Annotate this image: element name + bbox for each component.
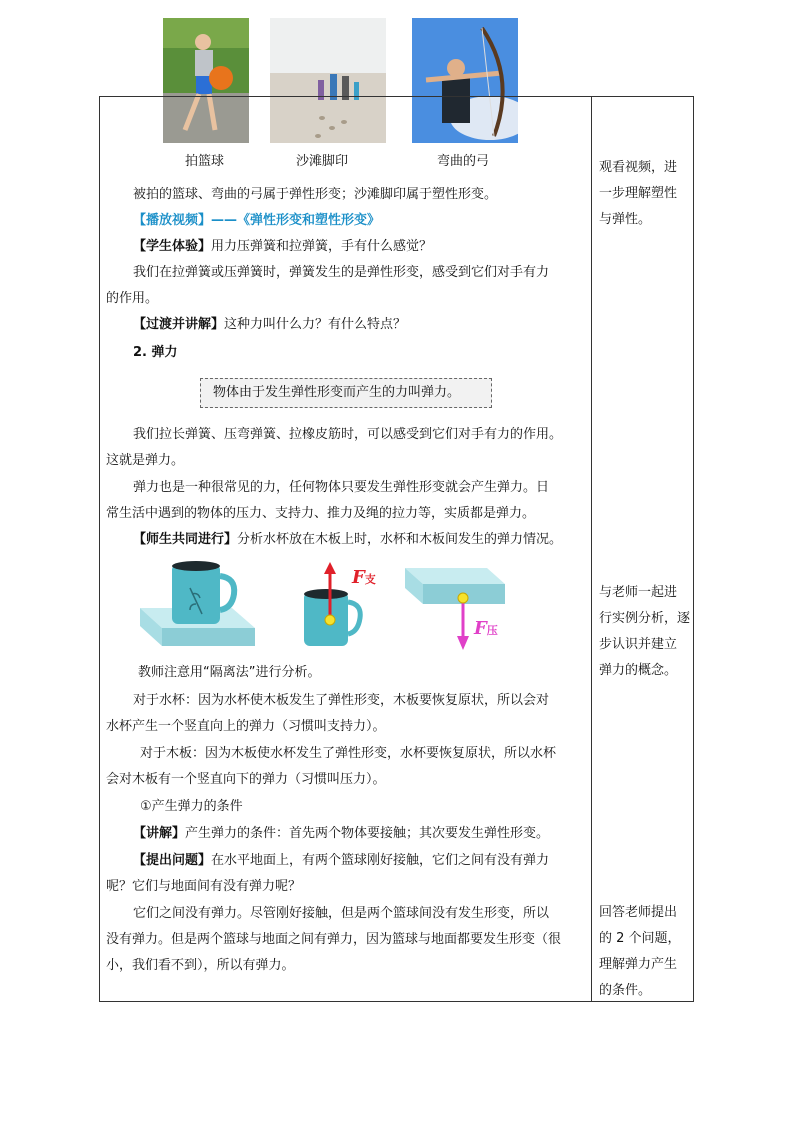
paragraph-cup-analysis-cont: 水杯产生一个竖直向上的弹力（习惯叫支持力）。	[106, 719, 386, 734]
force-label-support: F支	[352, 567, 376, 588]
video-label: 【播放视频】——《弹性形变和塑性形变》	[133, 213, 381, 228]
paragraph-condition-heading: ①产生弹力的条件	[140, 799, 243, 814]
paragraph-question-cont: 呢？它们与地面间有没有弹力呢？	[106, 879, 302, 894]
paragraph-isolation-method: 教师注意用“隔离法”进行分析。	[138, 665, 321, 680]
paragraph-board-analysis: 对于木板：因为木板使水杯发生了弹性形变，水杯要恢复原状，所以水杯	[140, 746, 557, 761]
illustration-cup-on-board	[140, 558, 255, 654]
paragraph-common-force: 弹力也是一种很常见的力，任何物体只要发生弹性形变就会产生弹力。日	[133, 480, 550, 495]
paragraph-spring-feeling: 我们在拉弹簧或压弹簧时，弹簧发生的是弹性形变，感受到它们对手有力	[133, 265, 550, 280]
caption-beach: 沙滩脚印	[296, 154, 349, 169]
caption-bow: 弯曲的弓	[437, 154, 490, 169]
paragraph-board-analysis-cont: 会对木板有一个竖直向下的弹力（习惯叫压力）。	[106, 772, 386, 787]
paragraph-answer-cont: 没有弹力。但是两个篮球与地面之间有弹力，因为篮球与地面都要发生形变（很	[106, 932, 562, 947]
paragraph-feel-force-cont: 这就是弹力。	[106, 453, 185, 468]
side-note-analysis: 与老师一起进 行实例分析，逐 步认识并建立 弹力的概念。	[599, 585, 691, 678]
paragraph-transition: 【过渡并讲解】这种力叫什么力？有什么特点？	[133, 317, 407, 332]
illustration-pressure-force	[405, 568, 507, 658]
paragraph-cup-analysis: 对于水杯：因为水杯使木板发生了弹性形变，木板要恢复原状，所以会对	[133, 693, 550, 708]
force-label-pressure: F压	[474, 618, 498, 639]
paragraph-feel-force: 我们拉长弹簧、压弯弹簧、拉橡皮筋时，可以感受到它们对手有力的作用。	[133, 427, 563, 442]
paragraph-together: 【师生共同进行】分析水杯放在木板上时，水杯和木板间发生的弹力情况。	[133, 532, 563, 547]
side-note-questions: 回答老师提出 的 2 个问题， 理解弹力产生 的条件。	[599, 905, 681, 998]
section-heading-elastic-force: 2. 弹力	[133, 345, 178, 360]
paragraph-spring-feeling-cont: 的作用。	[106, 291, 159, 306]
paragraph-question: 【提出问题】在水平地面上，有两个篮球刚好接触，它们之间有没有弹力	[133, 853, 550, 868]
definition-box: 物体由于发生弹性形变而产生的力叫弹力。	[200, 378, 492, 408]
paragraph-deformation-summary: 被拍的篮球、弯曲的弓属于弹性形变；沙滩脚印属于塑性形变。	[133, 187, 498, 202]
paragraph-answer: 它们之间没有弹力。尽管刚好接触，但是两个篮球间没有发生形变，所以	[133, 906, 550, 921]
side-note-video: 观看视频，进 一步理解塑性 与弹性。	[599, 160, 678, 227]
paragraph-common-force-cont: 常生活中遇到的物体的压力、支持力、推力及绳的拉力等，实质都是弹力。	[106, 506, 536, 521]
paragraph-answer-end: 小，我们看不到），所以有弹力。	[106, 958, 295, 973]
paragraph-lecture: 【讲解】产生弹力的条件：首先两个物体要接触；其次要发生弹性形变。	[133, 826, 550, 841]
paragraph-student-experience: 【学生体验】用力压弹簧和拉弹簧，手有什么感觉？	[133, 239, 433, 254]
column-divider	[591, 96, 592, 1002]
caption-basketball: 拍篮球	[185, 154, 225, 169]
